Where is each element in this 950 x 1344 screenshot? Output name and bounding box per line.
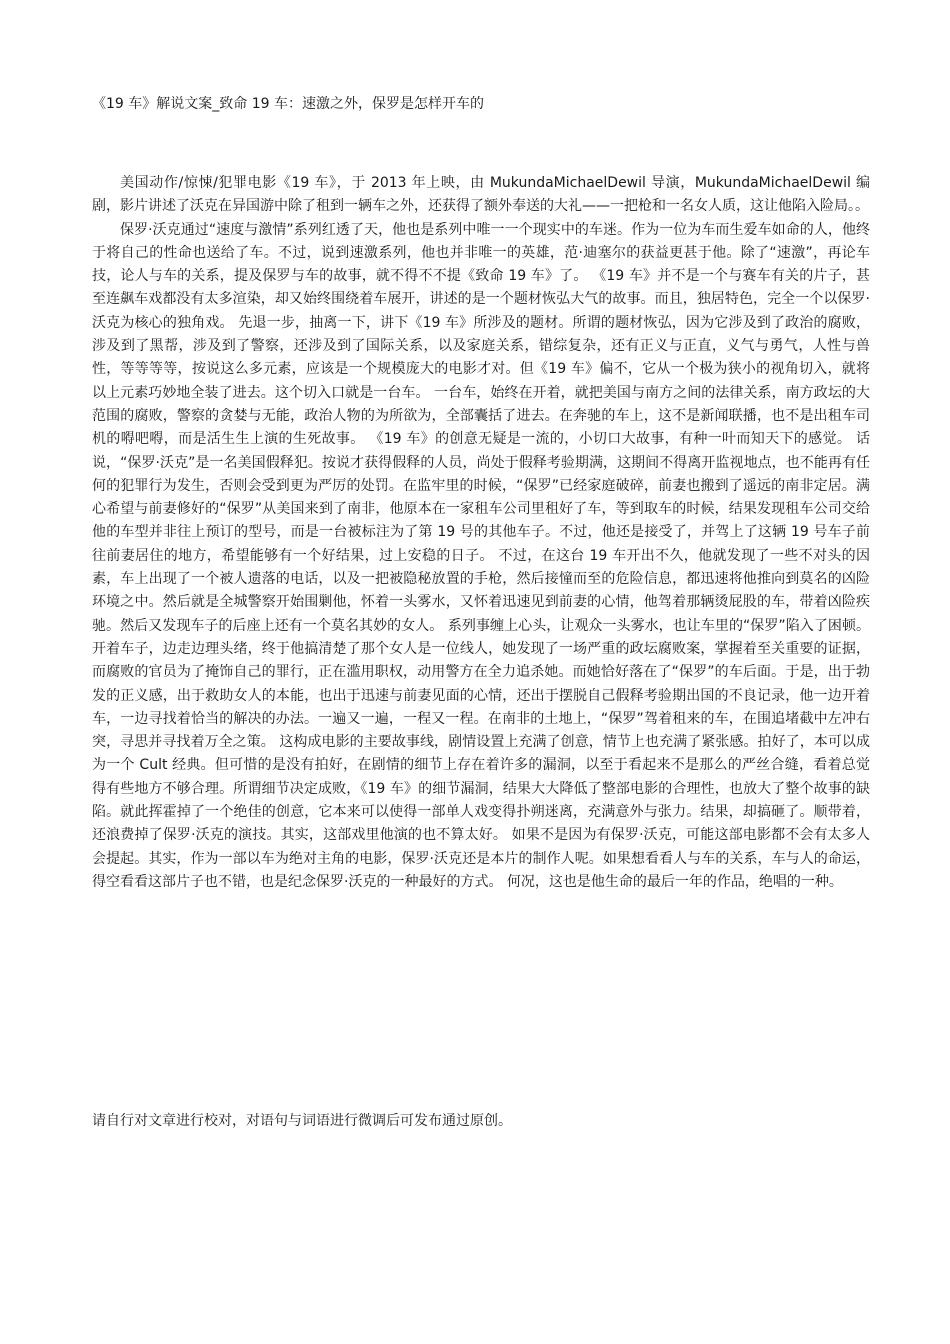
article-body [92, 172, 870, 894]
footer-note: 请自行对文章进行校对，对语句与词语进行微调后可发布通过原创。 [92, 1113, 512, 1129]
main-paragraph: 保罗·沃克通过“速度与激情”系列红透了天，他也是系列中唯一一个现实中的车迷。作为一位为车而生爱车如命的人，他终于将自己的性命也送给了车。不过，说到速激系列，他也并非唯一的英雄，范·迪塞尔的获益更甚于他。除了“速激”，再论车技，论人与车的关系，提及保罗与车的故事，就不得不不提《致命 19 车》了。 《19 车》并不是一个与赛车有关的片子，甚至连飙车戏都没有太多渲染，却又始终围绕着车展开，讲述的是一个题材恢弘大气的故事。而且，独居特色，完全一个以保罗·沃克为核心的独角戏。 先退一步，抽离一下，讲下《19 车》所涉及的题材。所谓的题材恢弘，因为它涉及到了政治的腐败，涉及到了黑帮，涉及到了警察，还涉及到了国际关系，以及家庭关系，错综复杂，还有正义与正直，义气与勇气，人性与兽性，等等等等，按说这么多元素，应该是一个规模庞大的电影才对。但《19 车》偏不，它从一个极为狭小的视角切入，就将以上元素巧妙地全装了进去。这个切入口就是一台车。 一台车，始终在开着，就把美国与南方之间的法律关系，南方政坛的大范围的腐败，警察的贪婪与无能，政治人物的为所欲为，全部囊括了进去。在奔驰的车上，这不是新闻联播，也不是出租车司机的嘚吧嘚，而是活生生上演的生死故事。 《19 车》的创意无疑是一流的，小切口大故事，有种一叶而知天下的感觉。 话说，“保罗·沃克”是一名美国假释犯。按说才获得假释的人员，尚处于假释考验期满，这期间不得离开监视地点，也不能再有任何的犯罪行为发生，否则会受到更为严厉的处罚。在监牢里的时候，“保罗”已经家庭破碎，前妻也搬到了遥远的南非定居。满心希望与前妻修好的“保罗”从美国来到了南非，他原本在一家租车公司里租好了车，等到取车的时候，结果发现租车公司交给他的车型并非往上预订的型号，而是一台被标注为了第 19 号的其他车子。不过，他还是接受了，并驾上了这辆 19 号车子前往前妻居住的地方，希望能够有一个好结果，过上安稳的日子。 不过，在这台 19 车开出不久，他就发现了一些不对头的因素，车上出现了一个被人遗落的电话，以及一把被隐秘放置的手枪，然后接憧而至的危险信息，都迅速将他推向到莫名的凶险环境之中。然后就是全城警察开始围剿他，怀着一头雾水，又怀着迅速见到前妻的心情，他驾着那辆烫屁股的车，带着凶险疾驰。然后又发现车子的后座上还有一个莫名其妙的女人。 系列事缠上心头，让观众一头雾水，也让车里的“保罗”陷入了困顿。开着车子，边走边理头绪，终于他搞清楚了那个女人是一位线人，她发现了一场严重的政坛腐败案，掌握着至关重要的证据，而腐败的官员为了掩饰自己的罪行，正在滥用职权，动用警方在全力追杀她。而她恰好落在了“保罗”的车后面。于是，出于勃发的正义感，出于救助女人的本能，也出于迅速与前妻见面的心情，还出于摆脱自己假释考验期出国的不良记录，他一边开着车，一边寻找着恰当的解决的办法。一遍又一遍，一程又一程。在南非的土地上，“保罗”驾着租来的车，在围追堵截中左冲右突，寻思并寻找着万全之策。 这构成电影的主要故事线，剧情设置上充满了创意，情节上也充满了紧张感。拍好了，本可以成为一个 Cult 经典。但可惜的是没有拍好，在剧情的细节上存在着许多的漏洞，以至于看起来不是那么的严丝合缝，看着总觉得有些地方不够合理。所谓细节决定成败，《19 车》的细节漏洞，结果大大降低了整部电影的合理性，也放大了整个故事的缺陷。就此挥霍掉了一个绝佳的创意，它本来可以使得一部单人戏变得扑朔迷离，充满意外与张力。结果，却搞砸了。顺带着，还浪费掉了保罗·沃克的演技。其实，这部戏里他演的也不算太好。 如果不是因为有保罗·沃克，可能这部电影都不会有太多人会提起。其实，作为一部以车为绝对主角的电影，保罗·沃克还是本片的制作人呢。如果想看看人与车的关系，车与人的命运，得空看看这部片子也不错，也是纪念保罗·沃克的一种最好的方式。 何况，这也是他生命的最后一年的作品，绝唱的一种。 [92, 221, 870, 890]
intro-paragraph: 美国动作/惊悚/犯罪电影《19 车》，于 2013 年上映，由 MukundaMichaelDewil 导演，MukundaMichaelDewil 编剧，影片讲述了沃克在异国游中除了租到一辆车之外，还获得了额外奉送的大礼——一把枪和一名女人质，这让他陷入险局。。 [92, 175, 870, 215]
document-title: 《19 车》解说文案_致命 19 车：速激之外，保罗是怎样开车的 [92, 96, 484, 112]
